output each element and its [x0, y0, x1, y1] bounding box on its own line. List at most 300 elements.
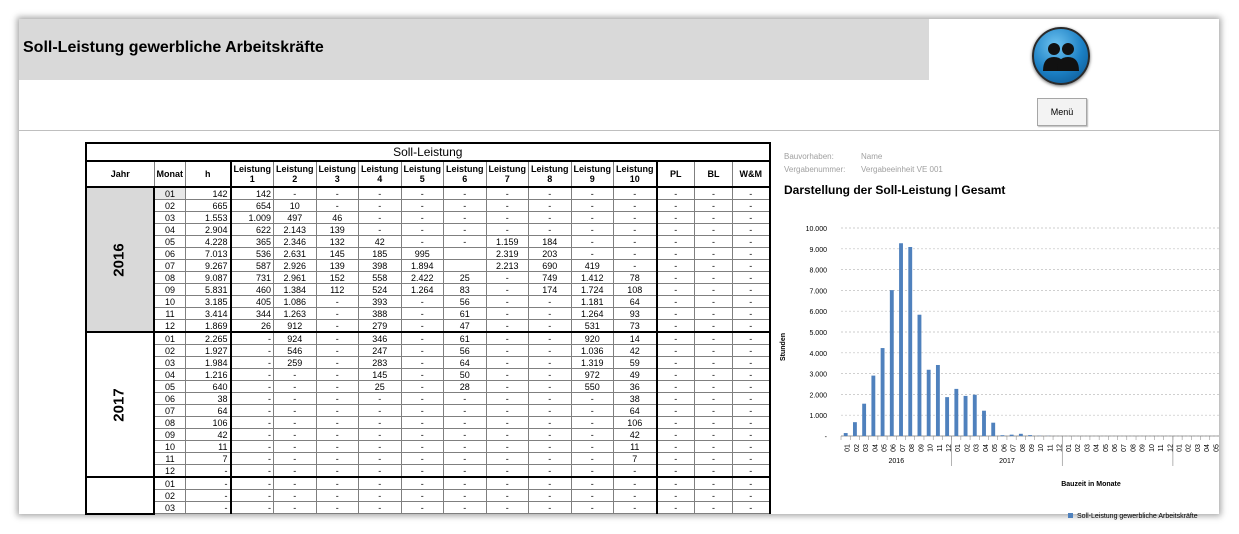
- value-cell: 388: [359, 308, 402, 320]
- value-cell: -: [657, 224, 695, 236]
- value-cell: 247: [359, 345, 402, 357]
- column-header: Leistung 4: [359, 161, 402, 187]
- value-cell: -: [231, 393, 274, 405]
- value-cell: -: [695, 332, 733, 345]
- value-cell: -: [401, 417, 444, 429]
- value-cell: -: [359, 200, 402, 212]
- menu-button[interactable]: Menü: [1037, 98, 1087, 126]
- value-cell: 73: [614, 320, 657, 333]
- y-tick-label: 4.000: [809, 350, 827, 358]
- value-cell: 59: [614, 357, 657, 369]
- value-cell: -: [733, 236, 770, 248]
- value-cell: -: [401, 345, 444, 357]
- value-cell: 106: [186, 417, 231, 429]
- value-cell: -: [316, 441, 359, 453]
- table-row: [86, 429, 770, 441]
- value-cell: -: [274, 490, 317, 502]
- bar: [954, 389, 958, 436]
- month-cell: 12: [154, 320, 186, 333]
- value-cell: -: [657, 200, 695, 212]
- x-tick-label: 10: [927, 444, 935, 452]
- value-cell: -: [529, 320, 572, 333]
- value-cell: 1.553: [186, 212, 231, 224]
- bar: [853, 422, 857, 436]
- value-cell: 1.159: [486, 236, 529, 248]
- value-cell: -: [733, 212, 770, 224]
- value-cell: -: [274, 381, 317, 393]
- value-cell: -: [529, 502, 572, 514]
- x-tick-label: 06: [1111, 444, 1119, 452]
- value-cell: 1.216: [186, 369, 231, 381]
- value-cell: -: [657, 212, 695, 224]
- month-cell: 03: [154, 357, 186, 369]
- month-cell: 01: [154, 477, 186, 490]
- value-cell: 47: [444, 320, 487, 333]
- value-cell: 64: [444, 357, 487, 369]
- value-cell: -: [231, 502, 274, 514]
- value-cell: 1.264: [571, 308, 614, 320]
- value-cell: [444, 248, 487, 260]
- table-title: Soll-Leistung: [86, 143, 770, 161]
- title-band: [19, 19, 929, 80]
- value-cell: -: [316, 393, 359, 405]
- x-tick-label: 11: [1158, 444, 1166, 452]
- value-cell: -: [231, 477, 274, 490]
- value-cell: -: [529, 490, 572, 502]
- month-cell: 08: [154, 272, 186, 284]
- value-cell: -: [733, 417, 770, 429]
- value-cell: -: [571, 405, 614, 417]
- value-cell: 1.036: [571, 345, 614, 357]
- value-cell: 7: [614, 453, 657, 465]
- value-cell: 2.926: [274, 260, 317, 272]
- value-cell: -: [695, 490, 733, 502]
- x-tick-label: 02: [964, 444, 972, 452]
- value-cell: -: [401, 320, 444, 333]
- value-cell: -: [614, 490, 657, 502]
- value-cell: -: [231, 465, 274, 478]
- y-tick-label: 1.000: [809, 413, 827, 421]
- value-cell: -: [733, 357, 770, 369]
- value-cell: 546: [274, 345, 317, 357]
- bar: [945, 397, 949, 436]
- value-cell: -: [571, 453, 614, 465]
- x-tick-label: 01: [1065, 444, 1073, 452]
- column-header: Leistung 2: [274, 161, 317, 187]
- value-cell: 550: [571, 381, 614, 393]
- year-cell: [86, 477, 154, 514]
- value-cell: 145: [316, 248, 359, 260]
- value-cell: -: [657, 332, 695, 345]
- value-cell: 2.213: [486, 260, 529, 272]
- table-row: [86, 248, 770, 260]
- value-cell: -: [657, 381, 695, 393]
- value-cell: -: [695, 296, 733, 308]
- value-cell: 42: [186, 429, 231, 441]
- value-cell: -: [274, 369, 317, 381]
- value-cell: -: [733, 272, 770, 284]
- value-cell: 64: [614, 296, 657, 308]
- x-tick-label: 02: [1075, 444, 1083, 452]
- value-cell: -: [316, 405, 359, 417]
- value-cell: 2.143: [274, 224, 317, 236]
- value-cell: -: [401, 224, 444, 236]
- value-cell: -: [695, 320, 733, 333]
- x-tick-label: 01: [844, 444, 852, 452]
- column-header: Leistung 1: [231, 161, 274, 187]
- value-cell: -: [695, 369, 733, 381]
- year-axis-label: 2017: [999, 458, 1015, 465]
- table-row: [86, 502, 770, 514]
- value-cell: 640: [186, 381, 231, 393]
- value-cell: 5.831: [186, 284, 231, 296]
- vergabenummer-label: Vergabenummer:: [784, 165, 846, 174]
- value-cell: -: [695, 502, 733, 514]
- x-tick-label: 05: [992, 444, 1000, 452]
- table-row: [86, 272, 770, 284]
- value-cell: 50: [444, 369, 487, 381]
- value-cell: -: [359, 477, 402, 490]
- app-window: [19, 19, 1221, 520]
- value-cell: 83: [444, 284, 487, 296]
- x-axis-title: Bauzeit in Monate: [1061, 481, 1121, 488]
- year-label: 2016: [111, 242, 128, 277]
- value-cell: -: [359, 417, 402, 429]
- value-cell: 9.267: [186, 260, 231, 272]
- value-cell: -: [486, 200, 529, 212]
- value-cell: 2.319: [486, 248, 529, 260]
- column-header: Leistung 9: [571, 161, 614, 187]
- value-cell: -: [444, 236, 487, 248]
- value-cell: 7.013: [186, 248, 231, 260]
- x-tick-label: 06: [890, 444, 898, 452]
- value-cell: -: [401, 453, 444, 465]
- value-cell: 749: [529, 272, 572, 284]
- column-header: h: [186, 161, 231, 187]
- x-tick-label: 01: [1176, 444, 1184, 452]
- value-cell: 7: [186, 453, 231, 465]
- value-cell: -: [657, 248, 695, 260]
- bar: [899, 243, 903, 436]
- value-cell: 11: [614, 441, 657, 453]
- column-header: Jahr: [86, 161, 154, 187]
- value-cell: -: [231, 369, 274, 381]
- value-cell: -: [444, 502, 487, 514]
- value-cell: -: [657, 405, 695, 417]
- value-cell: -: [614, 187, 657, 200]
- value-cell: 42: [359, 236, 402, 248]
- value-cell: 38: [614, 393, 657, 405]
- month-cell: 06: [154, 393, 186, 405]
- x-tick-label: 03: [973, 444, 981, 452]
- y-tick-label: 10.000: [805, 226, 827, 233]
- value-cell: -: [316, 187, 359, 200]
- month-cell: 11: [154, 308, 186, 320]
- value-cell: -: [733, 369, 770, 381]
- value-cell: -: [486, 465, 529, 478]
- value-cell: -: [529, 212, 572, 224]
- bauvorhaben-value: Name: [861, 152, 883, 161]
- value-cell: -: [529, 200, 572, 212]
- value-cell: -: [695, 381, 733, 393]
- value-cell: -: [486, 212, 529, 224]
- value-cell: -: [657, 272, 695, 284]
- month-cell: 01: [154, 332, 186, 345]
- value-cell: -: [486, 357, 529, 369]
- value-cell: 995: [401, 248, 444, 260]
- value-cell: -: [274, 187, 317, 200]
- value-cell: -: [401, 477, 444, 490]
- value-cell: -: [614, 465, 657, 478]
- table-row: [86, 453, 770, 465]
- value-cell: -: [733, 429, 770, 441]
- value-cell: -: [733, 296, 770, 308]
- value-cell: -: [316, 369, 359, 381]
- legend-label: Soll-Leistung gewerbliche Arbeitskräfte: [1077, 513, 1198, 520]
- value-cell: 93: [614, 308, 657, 320]
- value-cell: 3.414: [186, 308, 231, 320]
- x-tick-label: 09: [1139, 444, 1147, 452]
- value-cell: 912: [274, 320, 317, 333]
- value-cell: 108: [614, 284, 657, 296]
- value-cell: 11: [186, 441, 231, 453]
- value-cell: -: [401, 212, 444, 224]
- table-row: [86, 381, 770, 393]
- value-cell: -: [571, 441, 614, 453]
- table-row: [86, 212, 770, 224]
- value-cell: -: [274, 441, 317, 453]
- table-row: [86, 405, 770, 417]
- value-cell: 36: [614, 381, 657, 393]
- value-cell: 920: [571, 332, 614, 345]
- value-cell: -: [657, 187, 695, 200]
- legend-swatch: [1068, 513, 1073, 518]
- table-row: [86, 357, 770, 369]
- value-cell: -: [401, 369, 444, 381]
- x-tick-label: 04: [872, 444, 880, 452]
- x-tick-label: 12: [946, 444, 954, 452]
- month-cell: 02: [154, 490, 186, 502]
- x-tick-label: 06: [1001, 444, 1009, 452]
- value-cell: -: [401, 393, 444, 405]
- value-cell: 531: [571, 320, 614, 333]
- value-cell: -: [486, 417, 529, 429]
- value-cell: -: [274, 405, 317, 417]
- value-cell: -: [401, 357, 444, 369]
- value-cell: -: [657, 260, 695, 272]
- x-tick-label: 07: [1121, 444, 1129, 452]
- value-cell: -: [316, 200, 359, 212]
- value-cell: -: [529, 381, 572, 393]
- value-cell: -: [657, 465, 695, 478]
- value-cell: -: [186, 477, 231, 490]
- bar: [964, 396, 968, 436]
- y-tick-label: 3.000: [809, 371, 827, 379]
- value-cell: -: [733, 200, 770, 212]
- value-cell: 419: [571, 260, 614, 272]
- value-cell: -: [316, 465, 359, 478]
- table-row: [86, 332, 770, 345]
- value-cell: 61: [444, 332, 487, 345]
- value-cell: -: [316, 332, 359, 345]
- value-cell: -: [733, 345, 770, 357]
- value-cell: -: [571, 212, 614, 224]
- value-cell: -: [444, 453, 487, 465]
- bar: [1010, 435, 1014, 436]
- x-tick-label: 03: [1084, 444, 1092, 452]
- x-tick-label: 04: [1204, 444, 1212, 452]
- value-cell: -: [571, 477, 614, 490]
- value-cell: -: [695, 248, 733, 260]
- value-cell: 1.724: [571, 284, 614, 296]
- value-cell: 38: [186, 393, 231, 405]
- value-cell: -: [657, 357, 695, 369]
- table-row: [86, 441, 770, 453]
- value-cell: -: [695, 272, 733, 284]
- x-tick-label: 05: [881, 444, 889, 452]
- value-cell: -: [695, 417, 733, 429]
- value-cell: 690: [529, 260, 572, 272]
- y-axis-title: Stunden: [780, 333, 787, 361]
- x-tick-label: 01: [955, 444, 963, 452]
- value-cell: -: [444, 224, 487, 236]
- value-cell: -: [359, 441, 402, 453]
- value-cell: -: [444, 187, 487, 200]
- y-tick-label: 9.000: [809, 246, 827, 254]
- column-header: Leistung 7: [486, 161, 529, 187]
- value-cell: 1.894: [401, 260, 444, 272]
- value-cell: 2.631: [274, 248, 317, 260]
- column-header: Leistung 8: [529, 161, 572, 187]
- value-cell: -: [486, 381, 529, 393]
- users-group-icon: [1032, 27, 1090, 85]
- value-cell: -: [695, 236, 733, 248]
- value-cell: -: [486, 441, 529, 453]
- value-cell: -: [529, 417, 572, 429]
- value-cell: -: [486, 272, 529, 284]
- value-cell: 558: [359, 272, 402, 284]
- y-tick-label: -: [824, 434, 827, 441]
- y-tick-label: 7.000: [809, 288, 827, 296]
- table-row: [86, 345, 770, 357]
- y-tick-label: 6.000: [809, 309, 827, 317]
- value-cell: -: [733, 441, 770, 453]
- value-cell: -: [657, 369, 695, 381]
- table-row: [86, 236, 770, 248]
- value-cell: 56: [444, 296, 487, 308]
- x-tick-label: 09: [918, 444, 926, 452]
- value-cell: 924: [274, 332, 317, 345]
- value-cell: -: [614, 248, 657, 260]
- value-cell: -: [657, 296, 695, 308]
- value-cell: -: [529, 477, 572, 490]
- value-cell: 1.264: [401, 284, 444, 296]
- value-cell: -: [274, 465, 317, 478]
- x-tick-label: 03: [863, 444, 871, 452]
- value-cell: -: [316, 308, 359, 320]
- value-cell: -: [529, 453, 572, 465]
- value-cell: -: [695, 441, 733, 453]
- value-cell: -: [401, 200, 444, 212]
- value-cell: -: [444, 212, 487, 224]
- value-cell: 64: [186, 405, 231, 417]
- value-cell: -: [274, 502, 317, 514]
- value-cell: 279: [359, 320, 402, 333]
- value-cell: -: [359, 405, 402, 417]
- value-cell: 283: [359, 357, 402, 369]
- month-cell: 07: [154, 405, 186, 417]
- value-cell: -: [274, 477, 317, 490]
- value-cell: -: [571, 465, 614, 478]
- value-cell: -: [695, 308, 733, 320]
- value-cell: -: [529, 393, 572, 405]
- value-cell: -: [695, 200, 733, 212]
- value-cell: -: [529, 345, 572, 357]
- value-cell: -: [614, 236, 657, 248]
- value-cell: -: [274, 429, 317, 441]
- value-cell: -: [657, 393, 695, 405]
- table-row: [86, 296, 770, 308]
- value-cell: -: [486, 320, 529, 333]
- value-cell: 184: [529, 236, 572, 248]
- month-cell: 03: [154, 502, 186, 514]
- value-cell: 145: [359, 369, 402, 381]
- x-tick-label: 08: [909, 444, 917, 452]
- value-cell: -: [444, 393, 487, 405]
- value-cell: -: [401, 381, 444, 393]
- value-cell: -: [359, 224, 402, 236]
- value-cell: 2.961: [274, 272, 317, 284]
- bar: [881, 348, 885, 436]
- value-cell: -: [614, 260, 657, 272]
- value-cell: -: [529, 224, 572, 236]
- x-tick-label: 04: [982, 444, 990, 452]
- y-tick-label: 8.000: [809, 267, 827, 275]
- table-row: [86, 369, 770, 381]
- value-cell: 139: [316, 260, 359, 272]
- value-cell: -: [231, 405, 274, 417]
- bar: [927, 370, 931, 436]
- value-cell: -: [274, 393, 317, 405]
- value-cell: 152: [316, 272, 359, 284]
- value-cell: -: [486, 369, 529, 381]
- value-cell: -: [571, 236, 614, 248]
- bar: [1028, 435, 1032, 436]
- value-cell: 1.086: [274, 296, 317, 308]
- value-cell: 3.185: [186, 296, 231, 308]
- value-cell: -: [401, 465, 444, 478]
- value-cell: -: [401, 296, 444, 308]
- table-row: [86, 477, 770, 490]
- value-cell: -: [486, 405, 529, 417]
- year-axis-label: 2016: [888, 458, 905, 465]
- vergabenummer-value: Vergabeeinheit VE 001: [861, 165, 943, 174]
- value-cell: -: [316, 345, 359, 357]
- x-tick-label: 07: [1010, 444, 1018, 452]
- value-cell: -: [571, 393, 614, 405]
- value-cell: 203: [529, 248, 572, 260]
- value-cell: -: [316, 320, 359, 333]
- month-cell: 07: [154, 260, 186, 272]
- value-cell: 61: [444, 308, 487, 320]
- bar: [936, 365, 940, 436]
- value-cell: -: [657, 502, 695, 514]
- value-cell: -: [657, 320, 695, 333]
- value-cell: 1.384: [274, 284, 317, 296]
- value-cell: -: [231, 417, 274, 429]
- value-cell: 142: [231, 187, 274, 200]
- value-cell: -: [486, 429, 529, 441]
